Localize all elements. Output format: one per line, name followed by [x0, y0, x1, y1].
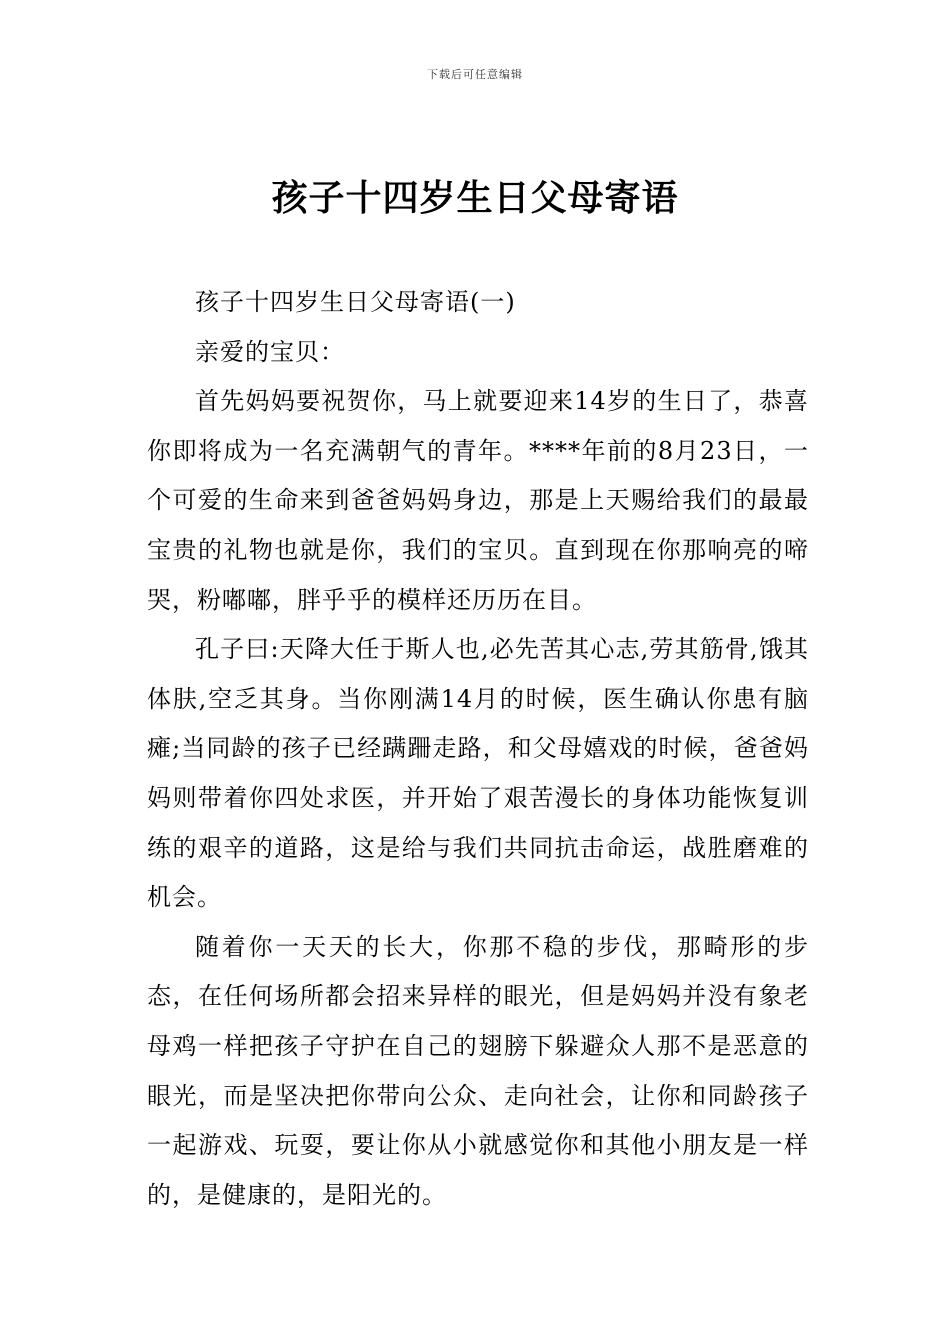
- section-heading: 孩子十四岁生日父母寄语(一): [195, 288, 516, 316]
- paragraph: 孔子曰:天降大任于斯人也,必先苦其心志,劳其筋骨,饿其体肤,空乏其身。当你刚满14月的时候，医生确认你患有脑瘫;当同龄的孩子已经蹒跚走路，和父母嬉戏的时候，爸爸妈妈则带着你四处求医，并开始了艰苦漫长的身体功能恢复训练的艰辛的道路，这是给与我们共同抗击命运，战胜磨难的机会。: [147, 635, 809, 912]
- paragraph: 随着你一天天的长大，你那不稳的步伐，那畸形的步态，在任何场所都会招来异样的眼光，但是妈妈并没有象老母鸡一样把孩子守护在自己的翅膀下躲避众人那不是恶意的眼光，而是坚决把你带向公众、走向社会，让你和同龄孩子一起游戏、玩耍，要让你从小就感觉你和其他小朋友是一样的，是健康的，是阳光的。: [147, 932, 809, 1209]
- document-title: 孩子十四岁生日父母寄语: [271, 178, 679, 219]
- document-body: [147, 278, 809, 1220]
- salutation: 亲爱的宝贝：: [195, 337, 345, 366]
- header-note: 下载后可任意编辑: [427, 68, 523, 81]
- paragraph: 首先妈妈要祝贺你，马上就要迎来14岁的生日了，恭喜你即将成为一名充满朝气的青年。****年前的8月23日，一个可爱的生命来到爸爸妈妈身边，那是上天赐给我们的最最宝贵的礼物也就是你，我们的宝贝。直到现在你那响亮的啼哭，粉嘟嘟，胖乎乎的模样还历历在目。: [147, 387, 809, 614]
